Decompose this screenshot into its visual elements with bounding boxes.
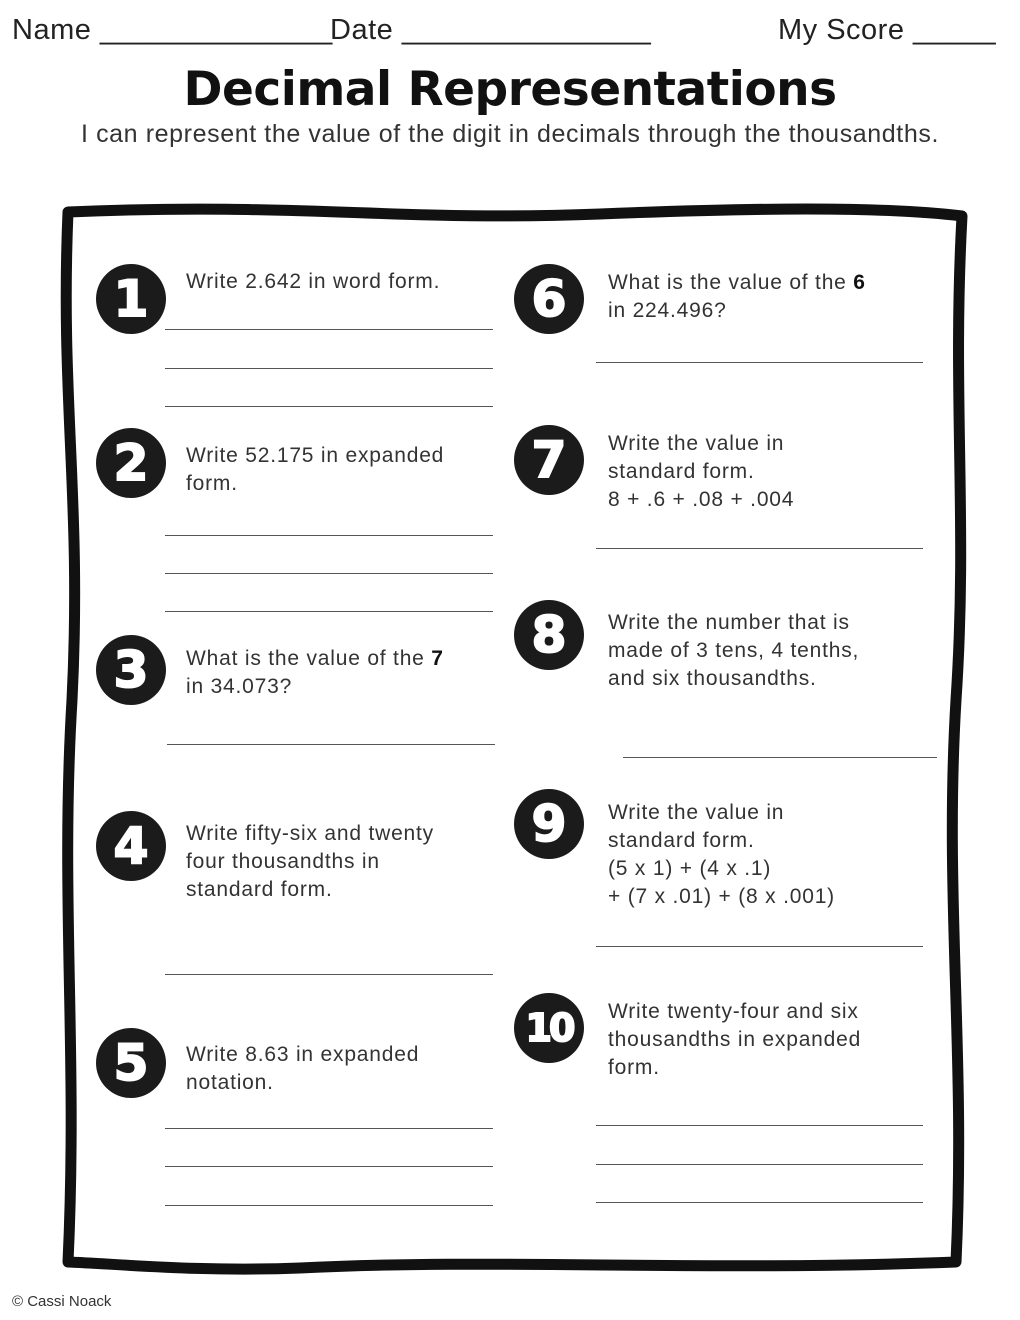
answer-line[interactable]: [165, 329, 493, 330]
answer-line[interactable]: [596, 1164, 923, 1165]
answer-line[interactable]: [165, 1128, 493, 1129]
learning-target: I can represent the value of the digit in decimals through the thousandths.: [80, 120, 939, 148]
page-title: Decimal Representations: [183, 62, 837, 117]
score-field[interactable]: My Score _____: [778, 14, 997, 46]
question-number-badge: 10: [514, 993, 584, 1063]
answer-line[interactable]: [596, 548, 923, 549]
question-10-prompt: Write twenty-four and six thousandths in expanded form.: [608, 1000, 862, 1079]
question-8-prompt: Write the number that is made of 3 tens, 4 tenths, and six thousandths.: [608, 611, 860, 690]
question-number-badge: 6: [514, 264, 584, 334]
answer-line[interactable]: [623, 757, 937, 758]
question-number-badge: 4: [96, 811, 166, 881]
question-number-badge: 2: [96, 428, 166, 498]
question-number-badge: 9: [514, 789, 584, 859]
answer-line[interactable]: [165, 611, 493, 612]
answer-line[interactable]: [596, 946, 923, 947]
answer-line[interactable]: [165, 1205, 493, 1206]
answer-line[interactable]: [165, 573, 493, 574]
question-1-prompt: Write 2.642 in word form.: [186, 270, 441, 293]
answer-line[interactable]: [596, 1125, 923, 1126]
question-6-prompt: What is the value of the 6 in 224.496?: [608, 271, 866, 322]
answer-line[interactable]: [165, 368, 493, 369]
question-5-prompt: Write 8.63 in expanded notation.: [186, 1043, 420, 1094]
answer-line[interactable]: [167, 744, 495, 745]
answer-line[interactable]: [165, 406, 493, 407]
answer-line[interactable]: [165, 974, 493, 975]
question-4-prompt: Write fifty-six and twenty four thousandths in standard form.: [186, 822, 434, 901]
question-number-badge: 7: [514, 425, 584, 495]
question-number-badge: 5: [96, 1028, 166, 1098]
question-7-prompt: Write the value in standard form. 8 + .6 + .08 + .004: [608, 432, 795, 511]
date-field[interactable]: Date _______________: [330, 14, 652, 46]
question-number-badge: 3: [96, 635, 166, 705]
copyright-credit: © Cassi Noack: [12, 1293, 112, 1310]
question-2-prompt: Write 52.175 in expanded form.: [186, 444, 445, 495]
question-9-prompt: Write the value in standard form. (5 x 1) + (4 x .1) + (7 x .01) + (8 x .001): [608, 801, 835, 908]
answer-line[interactable]: [596, 362, 923, 363]
question-3-prompt: What is the value of the 7 in 34.073?: [186, 647, 444, 698]
answer-line[interactable]: [596, 1202, 923, 1203]
answer-line[interactable]: [165, 1166, 493, 1167]
question-number-badge: 1: [96, 264, 166, 334]
name-field[interactable]: Name ______________: [12, 14, 333, 46]
question-number-badge: 8: [514, 600, 584, 670]
answer-line[interactable]: [165, 535, 493, 536]
